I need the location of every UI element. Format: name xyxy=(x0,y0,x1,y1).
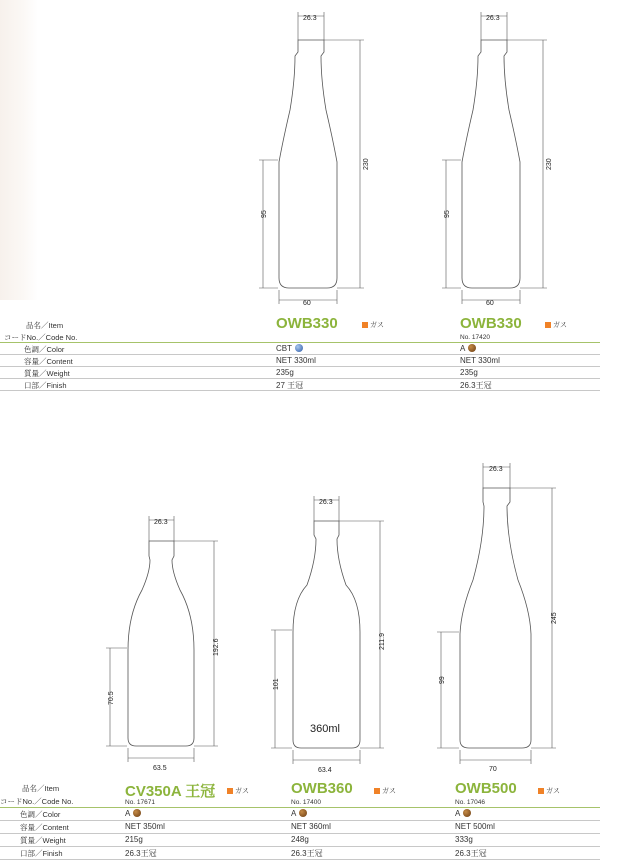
label-finish: 口部／Finish xyxy=(20,849,63,858)
product-finish: 26.3王冠 xyxy=(455,849,487,858)
dim-top-5: 26.3 xyxy=(489,466,503,473)
product-color: A xyxy=(291,809,307,818)
dim-shoulder-4: 101 xyxy=(273,678,280,690)
product-code: No. 17046 xyxy=(455,799,485,806)
product-color: CBT xyxy=(276,344,303,353)
product-name: CV350A 王冠 xyxy=(125,783,216,800)
rule xyxy=(0,820,600,821)
product-content: NET 330ml xyxy=(276,356,316,365)
bottle-owb500 xyxy=(460,488,531,748)
color-dot-icon xyxy=(468,344,476,352)
product-content: NET 360ml xyxy=(291,822,331,831)
product-code: No. 17400 xyxy=(291,799,321,806)
dim-shoulder-1: 95 xyxy=(261,210,268,218)
bottle-cv350a xyxy=(128,541,194,746)
label-weight: 質量／Weight xyxy=(20,836,66,845)
product-color: A xyxy=(455,809,471,818)
label-content: 容量／Content xyxy=(20,823,69,832)
label-code: コードNo.／Code No. xyxy=(4,333,78,342)
product-finish: 26.3王冠 xyxy=(125,849,157,858)
bottle-owb330-cbt xyxy=(279,40,337,288)
label-color: 色調／Color xyxy=(20,810,61,819)
label-item: 品名／Item xyxy=(22,784,60,793)
dim-top-1: 26.3 xyxy=(303,15,317,22)
dim-top-3: 26.3 xyxy=(154,519,168,526)
product-code: No. 17420 xyxy=(460,334,490,341)
rule xyxy=(0,846,600,847)
dim-base-4: 63.4 xyxy=(318,767,332,774)
dim-shoulder-5: 99 xyxy=(439,676,446,684)
dim-base-5: 70 xyxy=(489,766,497,773)
dim-base-3: 63.5 xyxy=(153,765,167,772)
dim-base-1: 60 xyxy=(303,300,311,307)
rule xyxy=(0,859,600,860)
gas-badge: ガス xyxy=(545,320,567,330)
dim-base-2: 60 xyxy=(486,300,494,307)
label-weight: 質量／Weight xyxy=(24,369,70,378)
dim-height-3: 192.6 xyxy=(213,638,220,656)
product-weight: 235g xyxy=(276,368,294,377)
product-name: OWB330 xyxy=(276,315,338,332)
product-weight: 248g xyxy=(291,835,309,844)
product-weight: 333g xyxy=(455,835,473,844)
dim-height-4: 211.9 xyxy=(379,633,386,650)
rule xyxy=(0,366,600,367)
dim-top-4: 26.3 xyxy=(319,499,333,506)
rule xyxy=(0,342,600,343)
product-content: NET 330ml xyxy=(460,356,500,365)
product-name: OWB360 xyxy=(291,780,353,797)
rule xyxy=(0,354,600,355)
bottle-embossing: 360ml xyxy=(310,723,340,735)
product-weight: 215g xyxy=(125,835,143,844)
product-color: A xyxy=(125,809,141,818)
label-finish: 口部／Finish xyxy=(24,381,67,390)
dim-top-2: 26.3 xyxy=(486,15,500,22)
product-content: NET 350ml xyxy=(125,822,165,831)
gas-badge: ガス xyxy=(362,320,384,330)
color-dot-icon xyxy=(295,344,303,352)
color-dot-icon xyxy=(299,809,307,817)
product-content: NET 500ml xyxy=(455,822,495,831)
rule xyxy=(0,807,600,808)
rule xyxy=(0,378,600,379)
color-dot-icon xyxy=(133,809,141,817)
dim-shoulder-2: 95 xyxy=(444,210,451,218)
color-dot-icon xyxy=(463,809,471,817)
product-name: OWB330 xyxy=(460,315,522,332)
bottle-owb330-a xyxy=(462,40,520,288)
product-finish: 26.3王冠 xyxy=(291,849,323,858)
dim-height-5: 245 xyxy=(551,612,558,624)
gas-badge: ガス xyxy=(538,786,560,796)
bottle-owb360 xyxy=(293,521,360,748)
dim-shoulder-3: 70.5 xyxy=(108,691,115,705)
product-weight: 235g xyxy=(460,368,478,377)
label-color: 色調／Color xyxy=(24,345,65,354)
product-color: A xyxy=(460,344,476,353)
rule xyxy=(0,833,600,834)
product-code: No. 17671 xyxy=(125,799,155,806)
gas-badge: ガス xyxy=(227,786,249,796)
dim-height-2: 230 xyxy=(546,158,553,170)
label-code: コードNo.／Code No. xyxy=(0,797,74,806)
product-finish: 27 王冠 xyxy=(276,381,304,390)
gas-badge: ガス xyxy=(374,786,396,796)
label-content: 容量／Content xyxy=(24,357,73,366)
label-item: 品名／Item xyxy=(26,321,64,330)
product-finish: 26.3王冠 xyxy=(460,381,492,390)
dim-height-1: 230 xyxy=(363,158,370,170)
product-name: OWB500 xyxy=(455,780,517,797)
